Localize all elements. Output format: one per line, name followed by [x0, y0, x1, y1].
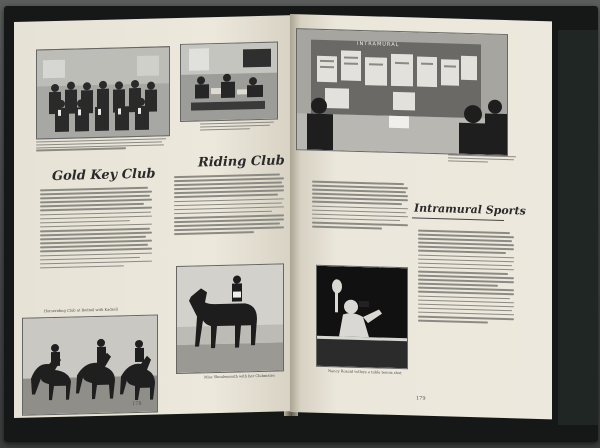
heading-rule — [412, 217, 504, 221]
intramural-board-art — [297, 29, 507, 155]
gold-key-text-column — [40, 187, 152, 272]
group-photo-art — [37, 47, 169, 138]
intramural-text-column-left — [312, 181, 408, 233]
right-page — [290, 14, 552, 419]
group-photo-caption — [36, 138, 168, 152]
table-tennis-photo — [316, 265, 408, 370]
intramural-board-photo — [296, 28, 508, 156]
horse-rider-art — [177, 264, 283, 373]
lounge-photo-caption — [200, 122, 276, 132]
riding-photo-caption: Horseriding Club at Redmil with Kadrell — [44, 307, 118, 314]
table-tennis-caption: Nancy Rosaid volleys a table tennis shot — [328, 369, 402, 376]
intramural-text-column-right — [418, 230, 514, 327]
group-photo-gold-key — [36, 46, 170, 139]
left-page — [14, 15, 298, 418]
lounge-photo — [180, 42, 278, 122]
right-page-number: 179 — [416, 395, 426, 402]
left-page-number: 178 — [132, 400, 142, 408]
board-photo-caption — [448, 154, 518, 164]
book-cover-edge — [558, 30, 598, 425]
horse-rider-caption: Miss Shoulemouth with her Clubmates — [204, 373, 275, 380]
riding-club-text-column — [174, 173, 284, 237]
intramural-sports-heading: Intramural Sports — [414, 201, 526, 218]
riding-club-heading: Riding Club — [198, 153, 285, 171]
board-sign: INTRAMURAL — [357, 40, 400, 49]
gold-key-club-heading: Gold Key Club — [52, 166, 156, 185]
horse-rider-photo — [176, 263, 284, 374]
horses-photo-art — [23, 316, 157, 415]
lounge-photo-art — [181, 43, 277, 121]
table-tennis-art — [317, 266, 407, 369]
